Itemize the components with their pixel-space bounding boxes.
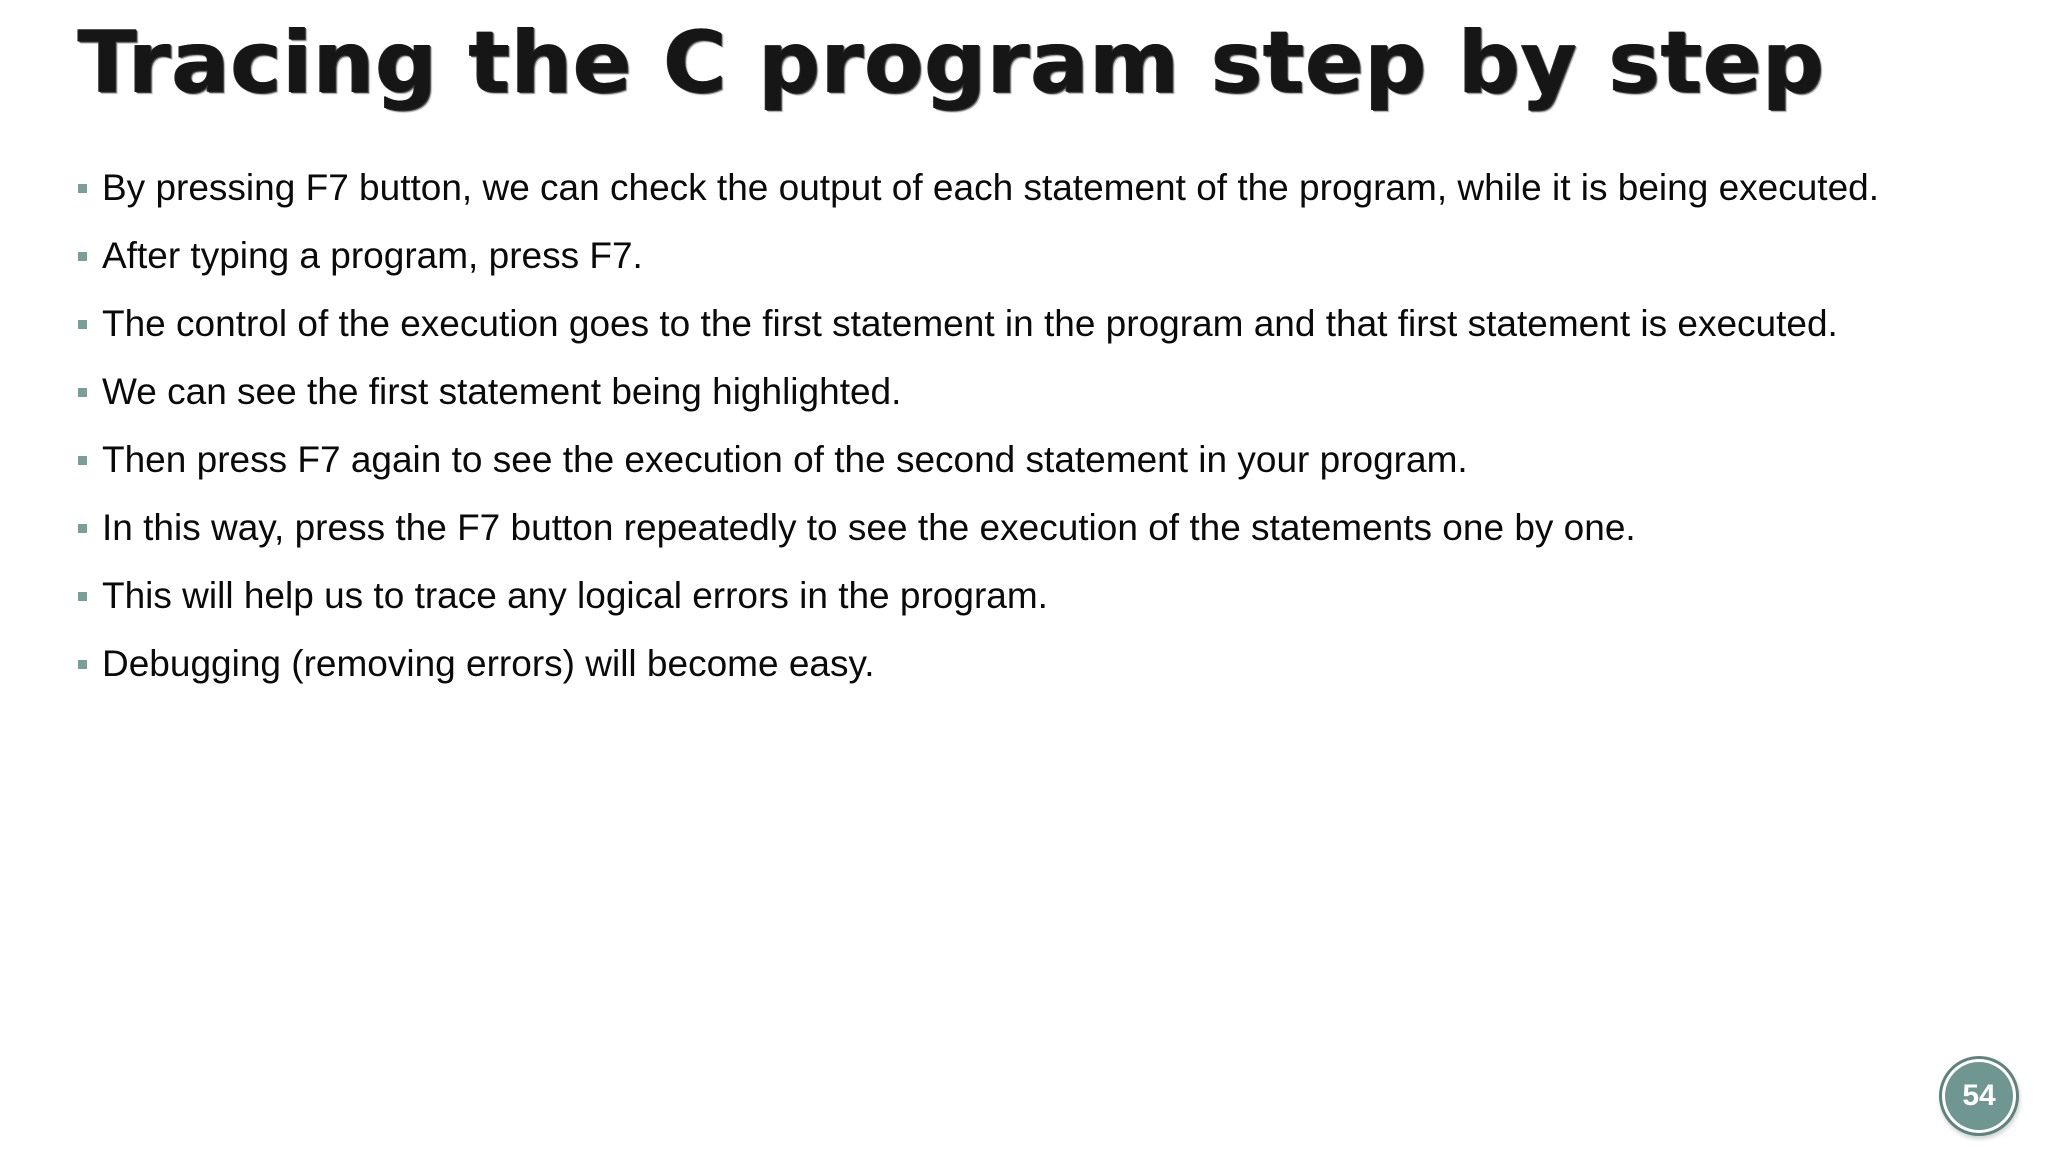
bullet-text: Then press F7 again to see the execution of the second statement in your program. [102,439,1468,480]
square-bullet-icon [78,320,87,329]
bullet-text: We can see the first statement being highlighted. [102,371,902,412]
square-bullet-icon [78,592,87,601]
bullet-item [78,290,2018,358]
bullet-text: After typing a program, press F7. [102,235,643,276]
page-number: 54 [1962,1079,1996,1112]
bullet-item [78,630,2018,698]
square-bullet-icon [78,252,87,261]
bullet-item [78,358,2018,426]
bullet-item [78,222,2018,290]
bullet-text: Debugging (removing errors) will become easy. [102,643,875,684]
bullet-text: By pressing F7 button, we can check the output of each statement of the program, while it is being executed. [102,167,1880,208]
bullet-list [78,154,2018,698]
bullet-text: This will help us to trace any logical errors in the program. [102,575,1048,616]
square-bullet-icon [78,660,87,669]
square-bullet-icon [78,388,87,397]
slide-title: Tracing the C program step by step [78,13,1825,113]
square-bullet-icon [78,184,87,193]
bullet-text: The control of the execution goes to the first statement in the program and that first statement is executed. [102,303,1838,344]
bullet-text: In this way, press the F7 button repeatedly to see the execution of the statements one by one. [102,507,1636,548]
square-bullet-icon [78,524,87,533]
bullet-item [78,494,2018,562]
square-bullet-icon [78,456,87,465]
page-number-badge [1945,1062,2013,1130]
bullet-item [78,154,2018,222]
bullet-item [78,426,2018,494]
bullet-item [78,562,2018,630]
